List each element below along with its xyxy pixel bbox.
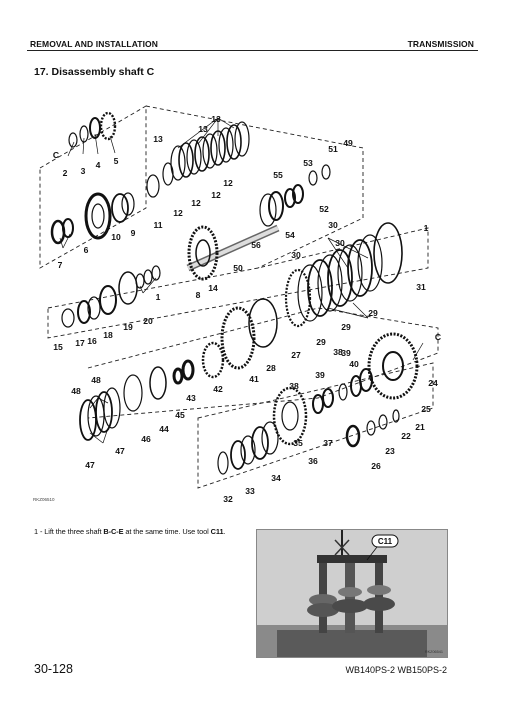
svg-text:17: 17: [75, 338, 85, 348]
svg-text:13: 13: [211, 114, 221, 124]
svg-text:47: 47: [115, 446, 125, 456]
page-title: 17. Disassembly shaft C: [34, 66, 155, 78]
svg-text:31: 31: [416, 282, 426, 292]
svg-text:12: 12: [191, 198, 201, 208]
svg-text:30: 30: [291, 250, 301, 260]
svg-text:53: 53: [303, 158, 313, 168]
svg-text:30: 30: [328, 220, 338, 230]
model-numbers: WB140PS-2 WB150PS-2: [345, 665, 447, 675]
svg-text:29: 29: [341, 322, 351, 332]
svg-text:30: 30: [335, 238, 345, 248]
svg-text:16: 16: [87, 336, 97, 346]
svg-text:19: 19: [123, 322, 133, 332]
svg-text:27: 27: [291, 350, 301, 360]
svg-text:32: 32: [223, 494, 233, 504]
label-C-top: C: [52, 150, 60, 160]
svg-text:41: 41: [249, 374, 259, 384]
svg-text:39: 39: [315, 370, 325, 380]
svg-text:50: 50: [233, 263, 243, 273]
svg-text:18: 18: [103, 330, 113, 340]
svg-text:1: 1: [423, 223, 429, 233]
svg-text:54: 54: [285, 230, 295, 240]
svg-text:42: 42: [213, 384, 223, 394]
svg-text:34: 34: [271, 473, 281, 483]
svg-text:7: 7: [57, 260, 63, 270]
svg-text:37: 37: [323, 438, 333, 448]
header-rule: [27, 50, 478, 51]
svg-text:22: 22: [401, 431, 411, 441]
figure-code: RKZ06510: [33, 497, 55, 502]
svg-text:44: 44: [159, 424, 169, 434]
svg-text:38: 38: [333, 347, 343, 357]
svg-text:48: 48: [71, 386, 81, 396]
exploded-view-diagram: [28, 98, 478, 518]
svg-text:12: 12: [223, 178, 233, 188]
svg-text:51: 51: [328, 144, 338, 154]
svg-text:36: 36: [308, 456, 318, 466]
svg-text:20: 20: [143, 316, 153, 326]
shafts-label: B-C-E: [103, 527, 124, 536]
svg-text:49: 49: [343, 138, 353, 148]
svg-text:6: 6: [83, 245, 89, 255]
instruction-step: 1 - Lift the three shaft B-C-E at the same time. Use tool C11.: [34, 527, 226, 536]
svg-text:56: 56: [251, 240, 261, 250]
dashed-frame-5: [198, 363, 433, 488]
svg-text:45: 45: [175, 410, 185, 420]
svg-text:48: 48: [91, 375, 101, 385]
svg-text:12: 12: [173, 208, 183, 218]
svg-text:47: 47: [85, 460, 95, 470]
svg-text:11: 11: [153, 220, 163, 230]
svg-text:2: 2: [62, 168, 68, 178]
svg-text:29: 29: [368, 308, 378, 318]
svg-text:52: 52: [319, 204, 329, 214]
svg-text:24: 24: [428, 378, 438, 388]
svg-text:39: 39: [341, 348, 351, 358]
svg-text:46: 46: [141, 434, 151, 444]
svg-text:25: 25: [421, 404, 431, 414]
svg-text:3: 3: [80, 166, 86, 176]
svg-text:40: 40: [349, 359, 359, 369]
svg-text:43: 43: [186, 393, 196, 403]
photo-code: RKZ06541: [424, 650, 443, 654]
lifting-photo: [256, 529, 448, 658]
svg-text:15: 15: [53, 342, 63, 352]
svg-text:14: 14: [208, 283, 218, 293]
photo-tool-label: C11: [377, 537, 393, 546]
svg-text:26: 26: [371, 461, 381, 471]
step-number: 1 -: [34, 527, 45, 536]
tool-label: C11: [210, 527, 224, 536]
svg-text:10: 10: [111, 232, 121, 242]
svg-text:1: 1: [155, 292, 161, 302]
svg-text:8: 8: [195, 290, 201, 300]
svg-text:4: 4: [95, 160, 101, 170]
page-number: 30-128: [34, 662, 73, 676]
svg-text:C: C: [434, 332, 442, 342]
section-title: REMOVAL AND INSTALLATION: [30, 39, 159, 49]
svg-text:55: 55: [273, 170, 283, 180]
svg-text:38: 38: [289, 381, 299, 391]
svg-text:21: 21: [415, 422, 425, 432]
svg-text:33: 33: [245, 486, 255, 496]
svg-text:13: 13: [198, 124, 208, 134]
lifting-photo-drawing: [257, 530, 447, 657]
svg-text:35: 35: [293, 438, 303, 448]
svg-text:28: 28: [266, 363, 276, 373]
chapter-title: TRANSMISSION: [407, 39, 474, 49]
svg-text:13: 13: [153, 134, 163, 144]
svg-text:23: 23: [385, 446, 395, 456]
svg-text:5: 5: [113, 156, 119, 166]
svg-text:29: 29: [316, 337, 326, 347]
svg-text:12: 12: [211, 190, 221, 200]
svg-text:9: 9: [130, 228, 136, 238]
